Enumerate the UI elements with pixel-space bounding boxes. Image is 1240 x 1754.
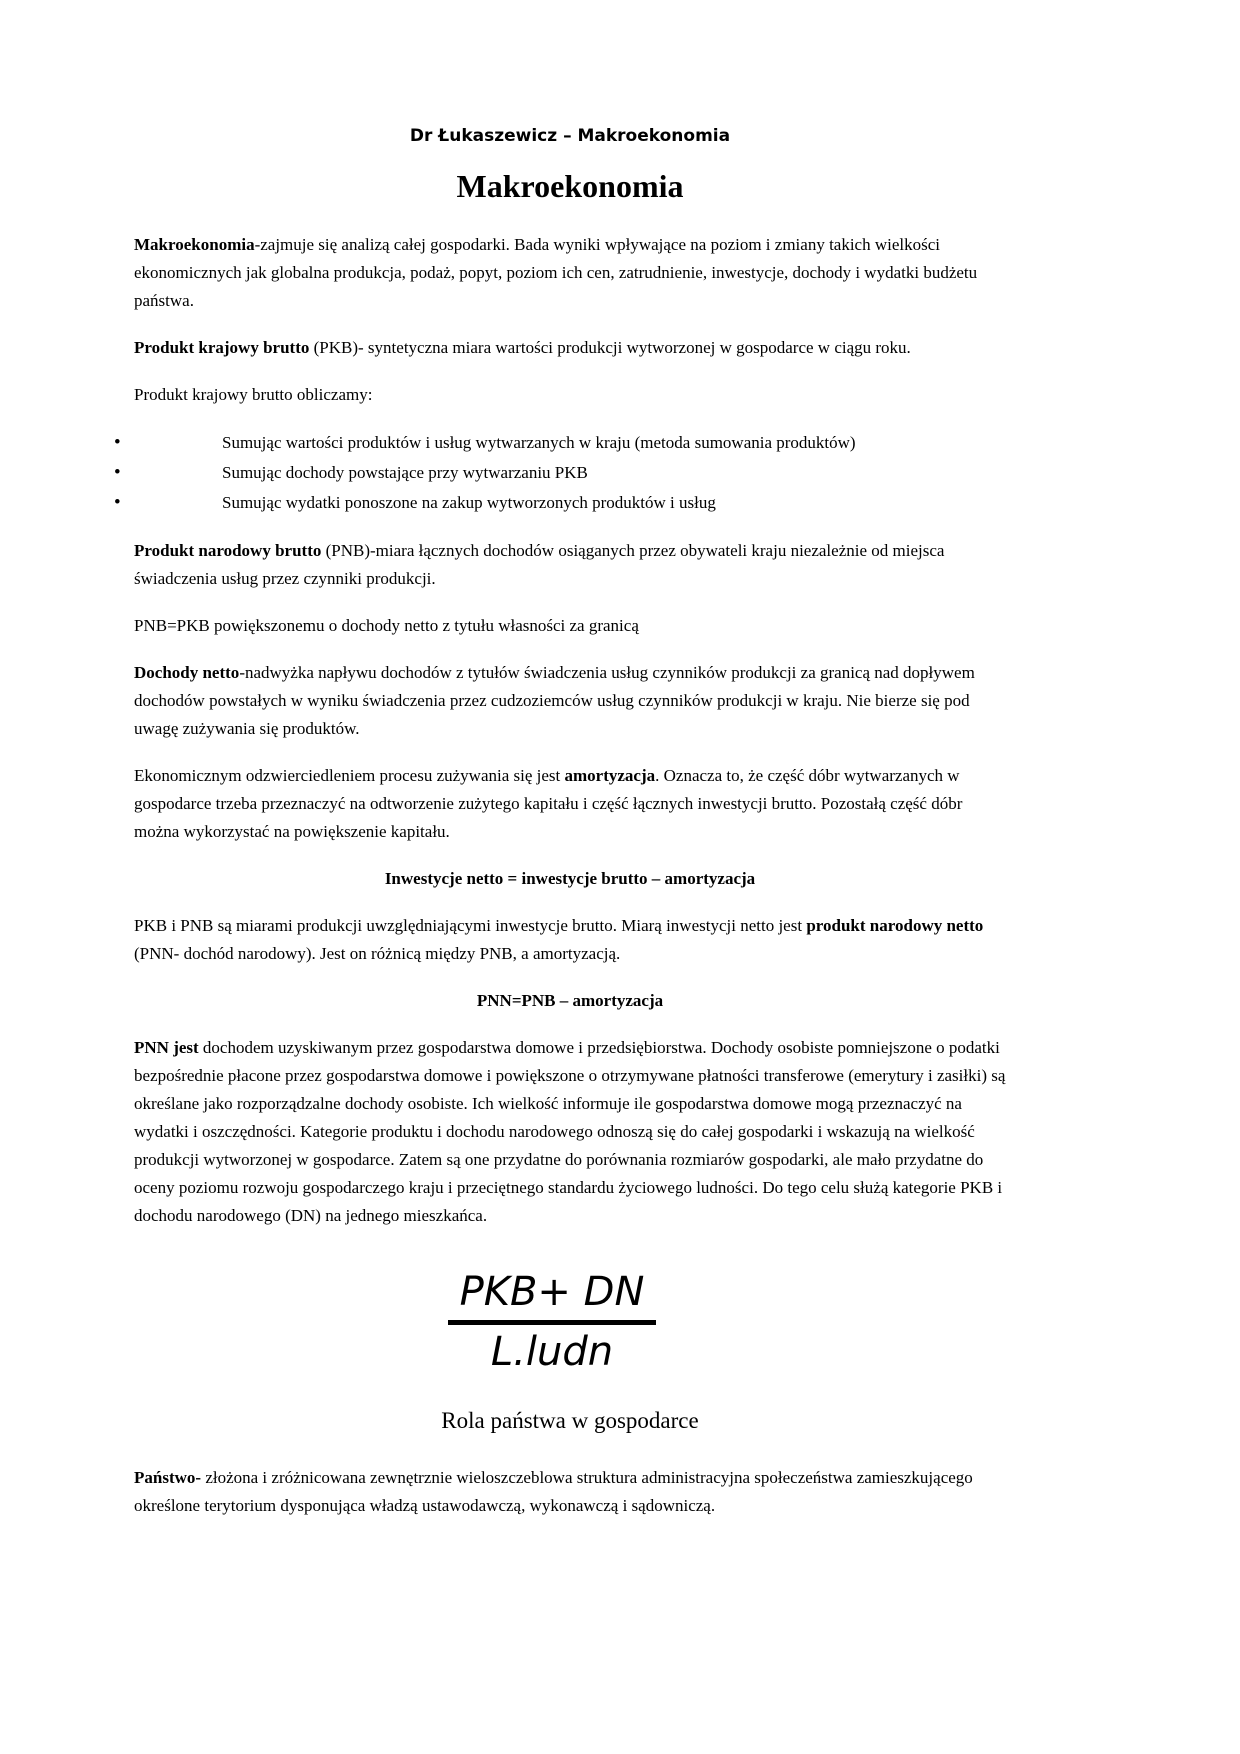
section-subtitle-rola-panstwa: Rola państwa w gospodarce bbox=[441, 1408, 699, 1433]
paragraph-pnn-definition bbox=[134, 912, 1006, 968]
math-fraction-pkb-per-capita bbox=[448, 1270, 657, 1374]
paragraph-text: (PNB)-miara łącznych dochodów osiąganych przez obywateli kraju niezależnie od miejsca świadczenia usług przez czynniki produkcji. bbox=[134, 541, 945, 588]
paragraph-text: złożona i zróżnicowana zewnętrznie wieloszczeblowa struktura administracyjna społeczeństwa zamieszkującego określone terytorium dysponująca władzą ustawodawczą, wykonawczą i sądowniczą. bbox=[134, 1468, 973, 1515]
bold-term: Makroekonomia bbox=[134, 235, 255, 254]
list-item bbox=[114, 488, 1006, 518]
paragraph-text: (PKB)- syntetyczna miara wartości produkcji wytworzonej w gospodarce w ciągu roku. bbox=[309, 338, 911, 357]
bullet-icon: • bbox=[114, 462, 121, 483]
bold-term: Dochody netto bbox=[134, 663, 240, 682]
bullet-list bbox=[114, 428, 1006, 518]
fraction-numerator: PKB+ DN bbox=[448, 1270, 657, 1325]
paragraph-pnn-dochod bbox=[134, 1034, 1006, 1230]
paragraph-text: PNB=PKB powiększonemu o dochody netto z tytułu własności za granicą bbox=[134, 616, 639, 635]
list-item bbox=[114, 458, 1006, 488]
bullet-icon: • bbox=[114, 492, 121, 513]
bold-term: produkt narodowy netto bbox=[806, 916, 984, 935]
list-item-text: Sumując wartości produktów i usług wytwarzanych w kraju (metoda sumowania produktów) bbox=[222, 433, 856, 452]
formula-pnn: PNN=PNB – amortyzacja bbox=[476, 991, 664, 1010]
paragraph-panstwo-definition bbox=[134, 1464, 1006, 1520]
doc-title: Makroekonomia bbox=[456, 168, 684, 204]
formula-inwestycje-netto: Inwestycje netto = inwestycje brutto – amortyzacja bbox=[384, 869, 756, 888]
paragraph-amortyzacja bbox=[134, 762, 1006, 846]
paragraph-pkb-definition bbox=[134, 334, 1006, 362]
bold-term: PNN jest bbox=[134, 1038, 199, 1057]
paragraph-text: Ekonomicznym odzwierciedleniem procesu zużywania się jest bbox=[134, 766, 565, 785]
paragraph-text: . Oznacza to, że część dóbr wytwarzanych w gospodarce trzeba przeznaczyć na odtworzenie zużytego kapitału i część łącznych inwestycji brutto. Pozostałą część dóbr można wykorzystać na powiększenie kapitału. bbox=[134, 766, 963, 841]
bold-term: amortyzacja bbox=[564, 766, 656, 785]
paragraph-text: -zajmuje się analizą całej gospodarki. Bada wyniki wpływające na poziom i zmiany takich wielkości ekonomicznych jak globalna produkcja, podaż, popyt, poziom ich cen, zatrudnienie, inwestycje, dochody i wydatki budżetu państwa. bbox=[134, 235, 978, 310]
paragraph-text: dochodem uzyskiwanym przez gospodarstwa domowe i przedsiębiorstwa. Dochody osobiste pomniejszone o podatki bezpośrednie płacone przez gospodarstwa domowe i powiększone o otrzymywane płatności transferowe (emerytury i zasiłki) są określane jako rozporządzalne dochody osobiste. Ich wielkość informuje ile gospodarstwa domowe mogą przeznaczyć na wydatki i oszczędności. Kategorie produktu i dochodu narodowego odnoszą się do całej gospodarki i wskazują na wielkość produkcji wytworzonej w gospodarce. Zatem są one przydatne do porównania rozmiarów gospodarki, ale mało przydatne do oceny poziomu rozwoju gospodarczego kraju i przeciętnego standardu życiowego ludności. Do tego celu służą kategorie PKB i dochodu narodowego (DN) na jednego mieszkańca. bbox=[134, 1038, 1006, 1225]
paragraph-text: Produkt krajowy brutto obliczamy: bbox=[134, 385, 373, 404]
bullet-icon: • bbox=[114, 432, 121, 453]
list-item-text: Sumując dochody powstające przy wytwarzaniu PKB bbox=[222, 463, 588, 482]
list-item-text: Sumując wydatki ponoszone na zakup wytworzonych produktów i usług bbox=[222, 493, 716, 512]
paragraph-text: (PNN- dochód narodowy). Jest on różnicą między PNB, a amortyzacją. bbox=[134, 944, 621, 963]
paragraph-text: PKB i PNB są miarami produkcji uwzględniającymi inwestycje brutto. Miarą inwestycji netto jest bbox=[134, 916, 807, 935]
paragraph-pnb-equation bbox=[134, 612, 1006, 640]
paragraph-pnb-definition bbox=[134, 537, 1006, 593]
doc-header: Dr Łukaszewicz – Makroekonomia bbox=[409, 126, 731, 146]
paragraph-pkb-obliczamy bbox=[134, 381, 1006, 409]
bold-term: Państwo- bbox=[134, 1468, 202, 1487]
paragraph-makroekonomia-definition bbox=[134, 231, 1006, 315]
bold-term: Produkt narodowy brutto bbox=[134, 541, 322, 560]
bold-term: Produkt krajowy brutto bbox=[134, 338, 310, 357]
paragraph-dochody-netto bbox=[134, 659, 1006, 743]
list-item bbox=[114, 428, 1006, 458]
paragraph-text: -nadwyżka napływu dochodów z tytułów świadczenia usług czynników produkcji za granicą nad dopływem dochodów powstałych w wyniku świadczenia przez cudzoziemców usług czynników produkcji w kraju. Nie bierze się pod uwagę zużywania się produktów. bbox=[134, 663, 975, 738]
fraction-denominator: L.ludn bbox=[490, 1329, 614, 1375]
